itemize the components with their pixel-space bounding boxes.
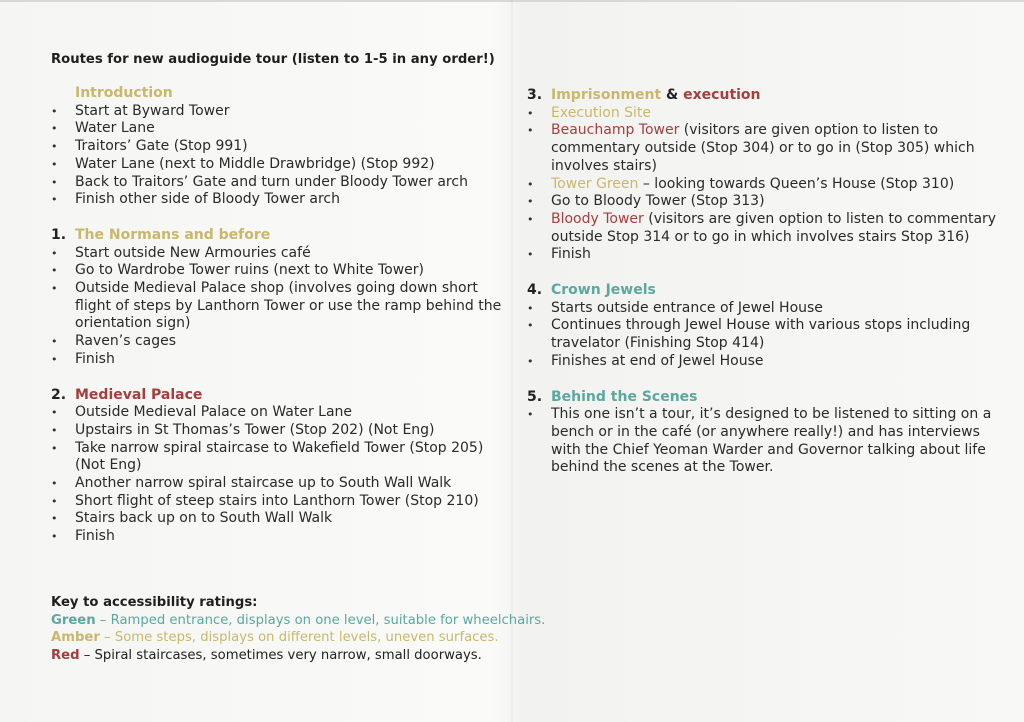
list-item [527,317,997,352]
bullet-icon: • [51,157,58,171]
bullet-icon: • [51,175,58,189]
list-item [51,138,511,156]
bullet-icon: • [51,264,58,278]
item-text: Water Lane (next to Middle Drawbridge) (Stop 992) [75,155,435,172]
item-text: Go to Bloody Tower (Stop 313) [551,193,765,210]
key-rating-name: Amber [51,630,100,646]
bullet-icon: • [527,177,534,191]
list-item [51,510,511,528]
item-text: Start outside New Armouries café [75,244,311,261]
list-item [527,353,997,371]
item-text: (visitors are given option to listen to commentary outside Stop 314 or to go in which involves stairs Stop 316) [551,210,997,245]
bullet-icon: • [51,140,58,154]
key-rating-description: – Spiral staircases, sometimes very narrow, small doorways. [79,647,482,663]
list-item [527,105,997,123]
section-heading [51,227,511,245]
key-rows [51,612,571,665]
right-sections [527,87,997,477]
section-number: 4. [527,282,543,299]
bullet-icon: • [51,477,58,491]
section-title-part: Medieval Palace [75,386,203,403]
left-sections [51,85,511,546]
list-item [51,280,511,333]
bullet-icon: • [51,530,58,544]
item-text: Finish other side of Bloody Tower arch [75,191,340,208]
route-section [527,87,997,264]
section-number [51,85,75,103]
bullet-icon: • [51,352,58,366]
stop-list [51,103,511,209]
section-title [551,389,698,407]
list-item [527,406,997,477]
section-number: 5. [527,388,543,405]
item-text: Starts outside entrance of Jewel House [551,299,823,316]
bullet-icon: • [527,319,534,333]
item-text: Another narrow spiral staircase up to South Wall Walk [75,475,452,492]
section-title [75,85,173,103]
bullet-icon: • [51,193,58,207]
item-text: – looking towards Queen’s House (Stop 310) [638,175,955,192]
list-item [51,475,511,493]
section-heading [51,85,511,103]
list-item [527,300,997,318]
stop-list [51,404,511,546]
list-item [527,246,997,264]
list-item [527,176,997,194]
bullet-icon: • [51,104,58,118]
list-item [527,211,997,246]
accessibility-key [51,594,571,664]
list-item [51,245,511,263]
list-item [51,174,511,192]
item-text: This one isn’t a tour, it’s designed to be listened to sitting on a bench or in the café (or anywhere really!) and has interviews with the Chief Yeoman Warder and Governor talking about life behind the scenes at the Tower. [551,406,992,476]
key-rating-name: Red [51,647,80,663]
section-number: 3. [527,87,543,103]
list-item [51,404,511,422]
list-item [51,493,511,511]
section-heading [527,389,997,407]
list-item [51,156,511,174]
bullet-icon: • [51,512,58,526]
key-row [51,612,571,630]
list-item [51,351,511,369]
item-text: Back to Traitors’ Gate and turn under Bloody Tower arch [75,173,468,190]
item-text: Beauchamp Tower [551,122,680,139]
item-text: Finish [75,528,115,545]
stop-list [527,105,997,264]
section-title [75,387,202,405]
key-rating-description: – Some steps, displays on different levels, uneven surfaces. [99,630,499,646]
bullet-icon: • [527,106,534,120]
bullet-icon: • [527,301,534,315]
item-text: Execution Site [551,104,652,121]
bullet-icon: • [527,354,534,368]
item-text: Finish [551,246,591,263]
list-item [527,193,997,211]
item-text: Tower Green [551,175,639,192]
item-text: Continues through Jewel House with various stops including travelator (Finishing Stop 414) [551,317,971,352]
page-title: Routes for new audioguide tour (listen to 1-5 in any order!) [51,52,495,67]
bullet-icon: • [51,494,58,508]
item-text: Outside Medieval Palace shop (involves going down short flight of steps by Lanthorn Tower or use the ramp behind the orientation sign) [75,280,502,332]
list-item [51,422,511,440]
section-heading [527,282,997,300]
section-title-part: Introduction [75,85,173,101]
item-text: Short flight of steep stairs into Lanthorn Tower (Stop 210) [75,492,479,509]
bullet-icon: • [51,335,58,349]
item-text: Finishes at end of Jewel House [551,352,764,369]
key-title: Key to accessibility ratings: [51,595,258,610]
route-section [51,85,511,209]
key-row [51,647,571,665]
section-title [551,87,761,105]
list-item [527,122,997,175]
list-item [51,440,511,475]
list-item [51,333,511,351]
bullet-icon: • [527,408,534,422]
list-item [51,528,511,546]
section-title [551,282,656,300]
bullet-icon: • [51,441,58,455]
route-section [527,282,997,371]
section-heading [527,87,997,105]
section-title-part: The Normans and before [75,226,271,243]
item-text: Raven’s cages [75,333,177,350]
bullet-icon: • [527,195,534,209]
item-text: (visitors are given option to listen to commentary outside (Stop 304) or to go in (Stop 305) which involves stairs) [551,122,975,174]
item-text: Take narrow spiral staircase to Wakefield Tower (Stop 205) (Not Eng) [75,439,484,474]
item-text: Outside Medieval Palace on Water Lane [75,404,353,421]
key-rating-name: Green [51,612,96,628]
bullet-icon: • [51,122,58,136]
list-item [51,120,511,138]
item-text: Upstairs in St Thomas’s Tower (Stop 202) (Not Eng) [75,421,435,438]
left-column [51,51,511,564]
bullet-icon: • [527,212,534,226]
section-title [75,227,270,245]
section-number: 2. [51,386,67,403]
item-text: Stairs back up on to South Wall Walk [75,510,333,527]
item-text: Start at Byward Tower [75,102,230,119]
list-item [51,262,511,280]
stop-list [527,300,997,371]
section-title-part: Imprisonment [551,87,662,103]
item-text: Traitors’ Gate (Stop 991) [75,138,248,155]
route-section [51,227,511,369]
route-section [51,387,511,546]
list-item [51,191,511,209]
bullet-icon: • [51,246,58,260]
bullet-icon: • [51,406,58,420]
stop-list [51,245,511,369]
section-title-part: execution [683,87,761,103]
item-text: Water Lane [75,120,155,137]
section-title-part: Crown Jewels [551,282,656,299]
right-column [527,87,997,495]
stop-list [527,406,997,477]
bullet-icon: • [51,282,58,296]
bullet-icon: • [527,124,534,138]
section-title-part: Behind the Scenes [551,388,698,405]
section-heading [51,387,511,405]
section-number: 1. [51,226,67,243]
section-title-part: & [661,87,684,103]
route-section [527,389,997,478]
bullet-icon: • [527,248,534,262]
key-rating-description: – Ramped entrance, displays on one level, suitable for wheelchairs. [95,612,546,628]
key-row [51,629,571,647]
item-text: Finish [75,350,115,367]
list-item [51,103,511,121]
item-text: Bloody Tower [551,210,644,227]
item-text: Go to Wardrobe Tower ruins (next to White Tower) [75,262,425,279]
bullet-icon: • [51,423,58,437]
